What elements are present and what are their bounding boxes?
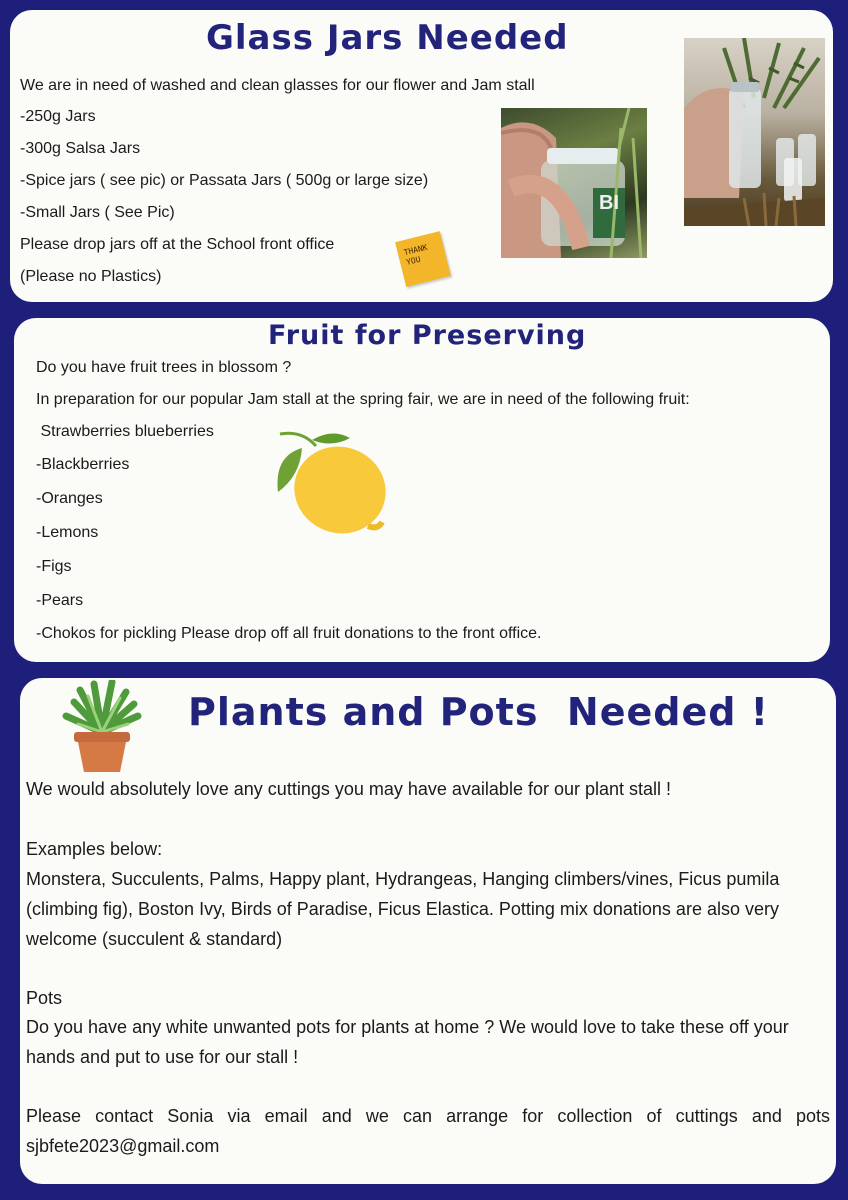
fruit-panel: [14, 318, 830, 662]
fruit-line-6: -Lemons: [36, 524, 99, 541]
fruit-line-7: -Figs: [36, 558, 72, 575]
thank-you-note-icon: [395, 231, 451, 287]
fruit-line-2: In preparation for our popular Jam stall at the spring fair, we are in need of the following fruit:: [36, 391, 690, 408]
plants-examples-heading: Examples below:: [26, 839, 163, 859]
plants-panel: [20, 678, 836, 1184]
contact-text: Please contact Sonia via email and we can arrange for collection of cuttings and pots: [26, 1106, 830, 1126]
thank-you-note-text: THANK YOU: [402, 242, 429, 267]
fruit-line-9: -Chokos for pickling Please drop off all fruit donations to the front office.: [36, 625, 542, 642]
glass-jars-line-4: -Spice jars ( see pic) or Passata Jars ( 500g or large size): [20, 172, 429, 189]
fruit-line-1: Do you have fruit trees in blossom ?: [36, 359, 292, 376]
glass-jars-line-2: -250g Jars: [20, 108, 96, 125]
potted-plant-icon: [60, 680, 144, 776]
glass-jars-line-7: (Please no Plastics): [20, 268, 162, 285]
fruit-line-3: Strawberries blueberries: [36, 423, 214, 440]
fruit-line-5: -Oranges: [36, 490, 103, 507]
glass-jars-panel: [10, 10, 833, 302]
fruit-line-8: -Pears: [36, 592, 84, 609]
glass-jars-line-1: We are in need of washed and clean glasses for our flower and Jam stall: [20, 77, 535, 94]
spice-jars-photo-image: [684, 38, 825, 226]
contact-email[interactable]: sjbfete2023@gmail.com: [26, 1136, 220, 1156]
spice-jars-drawing: [684, 38, 825, 226]
jar-photo-drawing: [501, 108, 647, 258]
plants-examples-text: Monstera, Succulents, Palms, Happy plant, Hydrangeas, Hanging climbers/vines, Ficus pumila (climbing fig), Boston Ivy, Birds of Paradise, Ficus Elastica. Potting mix donations are also very welcome (succulent & standard): [26, 869, 780, 949]
glass-jars-line-6: Please drop jars off at the School front office: [20, 236, 335, 253]
glass-jars-line-3: -300g Salsa Jars: [20, 140, 141, 157]
plants-title: Plants and Pots Needed !: [188, 690, 769, 734]
pots-heading: Pots: [26, 988, 63, 1008]
pots-text: Do you have any white unwanted pots for plants at home ? We would love to take these off your hands and put to use for our stall !: [26, 1017, 789, 1067]
jar-photo-image: [501, 108, 647, 258]
glass-jars-line-5: -Small Jars ( See Pic): [20, 204, 175, 221]
glass-jars-title: Glass Jars Needed: [206, 18, 569, 58]
fruit-line-4: -Blackberries: [36, 456, 130, 473]
plants-intro: We would absolutely love any cuttings you may have available for our plant stall !: [26, 779, 672, 799]
lemon-icon: [272, 426, 392, 538]
jar-label-text: BI: [599, 192, 619, 214]
fruit-title: Fruit for Preserving: [268, 320, 587, 351]
